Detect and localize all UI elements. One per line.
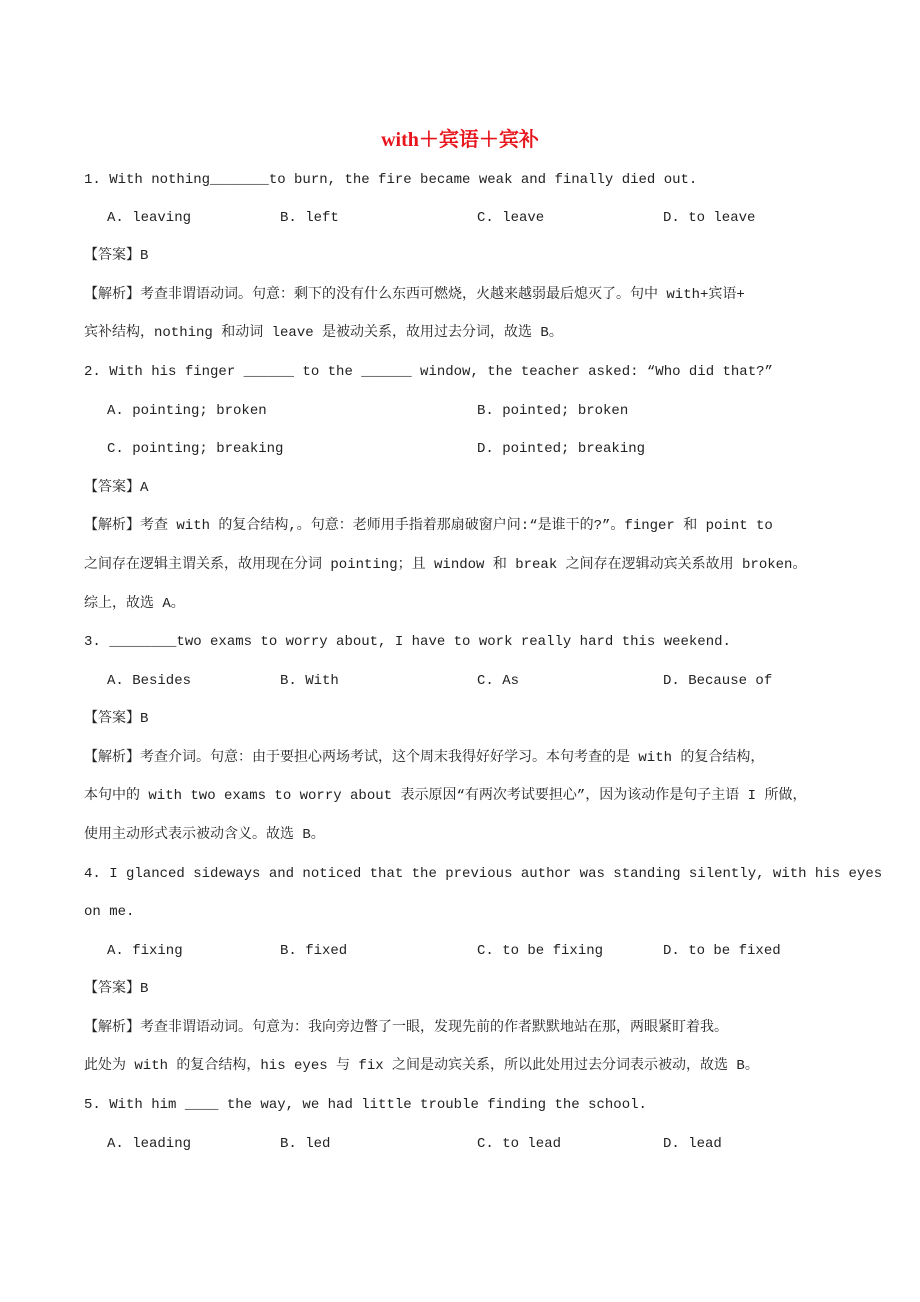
- option-a: A. Besides: [107, 673, 192, 689]
- question-stem: 5. With him ____ the way, we had little trouble finding the school.: [84, 1097, 647, 1113]
- option-b: B. With: [280, 673, 339, 689]
- option-b: B. fixed: [280, 943, 348, 959]
- answer: 【答案】A: [84, 480, 149, 496]
- analysis-line: 综上，故选 A。: [84, 596, 185, 612]
- analysis-line: 此处为 with 的复合结构，his eyes 与 fix 之间是动宾关系，所以此处用过去分词表示被动，故选 B。: [84, 1058, 759, 1074]
- analysis-line: 【解析】考查介词。句意：由于要担心两场考试，这个周末我得好好学习。本句考查的是 with 的复合结构，: [84, 750, 765, 766]
- analysis-line: 使用主动形式表示被动含义。故选 B。: [84, 827, 325, 843]
- option-b: B. pointed; broken: [477, 403, 629, 419]
- option-d: D. lead: [663, 1136, 722, 1152]
- option-a: A. leaving: [107, 210, 192, 226]
- option-a: A. fixing: [107, 943, 183, 959]
- analysis-line: 之间存在逻辑主谓关系，故用现在分词 pointing；且 window 和 break 之间存在逻辑动宾关系故用 broken。: [84, 557, 807, 573]
- option-b: B. led: [280, 1136, 331, 1152]
- option-a: A. pointing; broken: [107, 403, 267, 419]
- option-d: D. pointed; breaking: [477, 441, 646, 457]
- option-c: C. pointing; breaking: [107, 441, 284, 457]
- question-stem: on me.: [84, 904, 135, 920]
- analysis-line: 【解析】考查非谓语动词。句意为：我向旁边瞥了一眼，发现先前的作者默默地站在那，两眼紧盯着我。: [84, 1020, 728, 1036]
- answer: 【答案】B: [84, 981, 149, 997]
- option-d: D. Because of: [663, 673, 773, 689]
- option-c: C. As: [477, 673, 520, 689]
- option-d: D. to leave: [663, 210, 756, 226]
- analysis-line: 【解析】考查非谓语动词。句意：剩下的没有什么东西可燃烧，火越来越弱最后熄灭了。句中 with+宾语+: [84, 287, 745, 303]
- option-c: C. leave: [477, 210, 545, 226]
- question-stem: 4. I glanced sideways and noticed that the previous author was standing silently, with his eyes: [84, 866, 883, 882]
- option-c: C. to lead: [477, 1136, 562, 1152]
- analysis-line: 本句中的 with two exams to worry about 表示原因“有两次考试要担心”，因为该动作是句子主语 I 所做，: [84, 788, 807, 804]
- option-d: D. to be fixed: [663, 943, 781, 959]
- question-stem: 2. With his finger ______ to the ______ window, the teacher asked: “Who did that?”: [84, 364, 773, 380]
- answer: 【答案】B: [84, 248, 149, 264]
- analysis-line: 宾补结构，nothing 和动词 leave 是被动关系，故用过去分词，故选 B。: [84, 325, 563, 341]
- analysis-line: 【解析】考查 with 的复合结构,。句意：老师用手指着那扇破窗户问:“是谁干的?”。finger 和 point to: [84, 518, 773, 534]
- option-b: B. left: [280, 210, 339, 226]
- answer: 【答案】B: [84, 711, 149, 727]
- option-a: A. leading: [107, 1136, 192, 1152]
- option-c: C. to be fixing: [477, 943, 604, 959]
- question-stem: 1. With nothing_______to burn, the fire became weak and finally died out.: [84, 172, 698, 188]
- question-stem: 3. ________two exams to worry about, I have to work really hard this weekend.: [84, 634, 731, 650]
- document-title: with＋宾语＋宾补: [381, 129, 539, 151]
